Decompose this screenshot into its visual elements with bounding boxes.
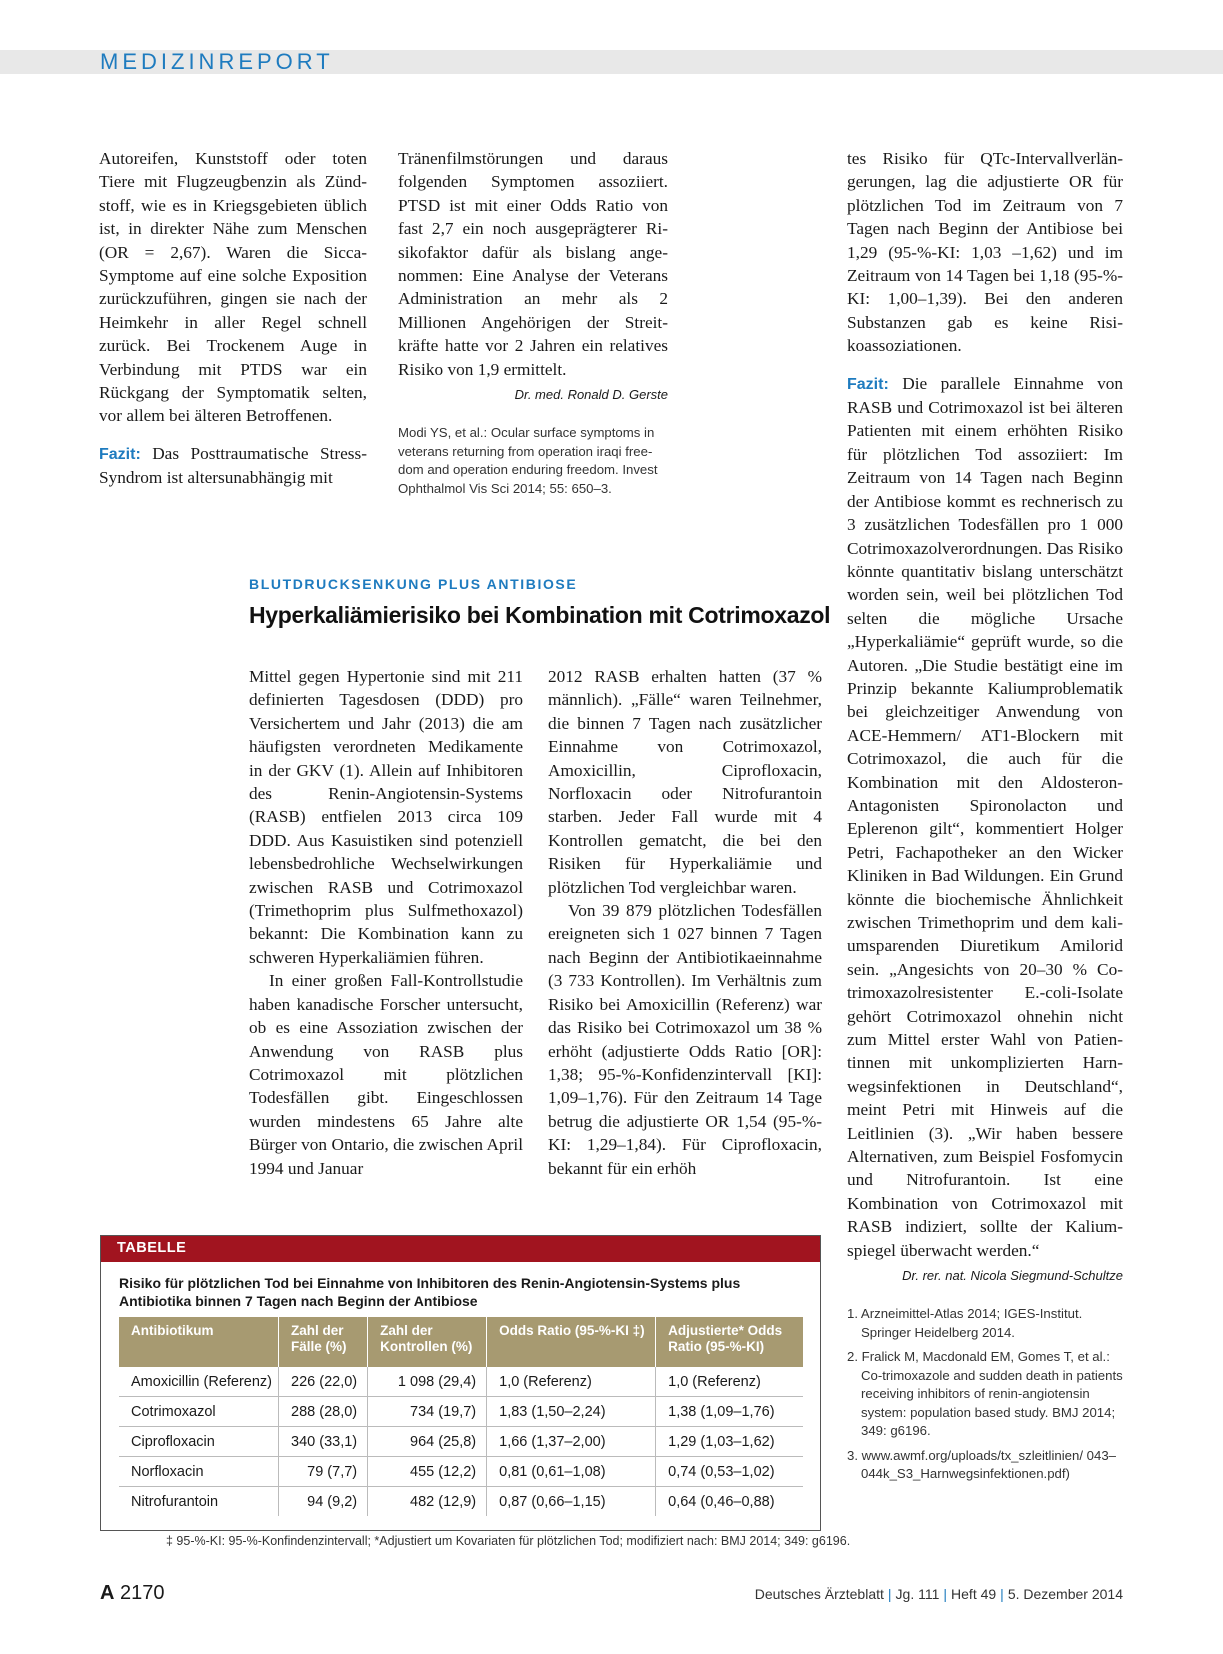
fazit-text: Die parallele Einnahme von RASB und Cotrimoxazol ist bei älteren Patienten mit einem erhöhten Risiko für plötzlichen Tod assoziiert: Im Zeitraum von 14 Tagen nach Beginn der Antibiose kommt es rechnerisch zu 3 zusätzlichen Todesfällen pro 1 000 Cotrimoxazolverordnungen. Das Risiko könnte quantitativ bislang unterschätzt worden sein, weil bei plötzlichen Tod selten die mögliche Ursache „Hyperkaliämie“ geprüft wurde, so die Autoren. „Die Studie bestätigt eine im Prinzip bekannte Kaliumproblematik bei gleichzeitiger Anwendung von ACE-Hemmern/ AT1-Blockern mit Cotrimoxazol, die auch für die Kombination mit den Aldosteron-Antagonisten Spironolacton und Eplerenon gilt“, kommentiert Holger Petri, Fachapotheker an den Wicker Kliniken in Bad Wildungen. Ein Grund könnte die biochemische Ähnlichkeit zwischen Trimethoprim und dem kaliumsparenden Diuretikum Amilorid sein. „Angesichts von 20–30 % Cotrimoxazolresistenter E.-coli-Isolate gehört Cotrimoxazol ohnehin nicht zum Mittel erster Wahl von Patientinnen mit unkomplizierten Harnwegsinfektionen in Deutschland“, meint Petri mit Hinweis auf die Leitlinien (3). „Wir haben bessere Alternativen, zum Beispiel Fosfomycin und Nitrofurantoin. Ist eine Kombination von Cotrimoxazol mit RASB indiziert, sollte der Kaliumspiegel überwacht werden.“ xyxy=(847,373,1123,1260)
article-kicker: BLUTDRUCKSENKUNG PLUS ANTIBIOSE xyxy=(249,576,578,592)
table-cell: Norfloxacin xyxy=(119,1457,279,1487)
table-row xyxy=(119,1457,803,1487)
author-byline: Dr. med. Ronald D. Gerste xyxy=(514,387,668,403)
column-header: Odds Ratio (95-%-KI ‡) xyxy=(487,1317,656,1367)
table-cell: 1,0 (Referenz) xyxy=(487,1367,656,1397)
body-paragraph: Mittel gegen Hypertonie sind mit 211 definierten Tagesdosen (DDD) pro Versichertem und Jahr (2013) die am häufigsten verordneten Medikamente in der GKV (1). Allein auf Inhibitoren des Renin-Angiotensin-Systems (RASB) entfielen 2013 circa 109 DDD. Aus Kasuistiken sind potenziell lebensbedrohliche Wechselwirkungen zwischen RASB und Cotrimoxazol (Trimethoprim plus Sulfmethoxazol) bekannt: Die Kombination kann zu schweren Hyperkaliämien führen. xyxy=(249,667,523,967)
table-row xyxy=(119,1397,803,1427)
table-cell: 0,81 (0,61–1,08) xyxy=(487,1457,656,1487)
fazit-text: Das Posttraumatische Stress-Syndrom ist altersunabhängig mit xyxy=(99,443,367,488)
journal-issue: Heft 49 xyxy=(951,1586,997,1602)
fazit-paragraph xyxy=(99,442,367,490)
data-table-box xyxy=(100,1235,821,1531)
body-paragraph: Autoreifen, Kunststoff oder toten Tiere mit Flugzeugbenzin als Zündstoff, wie es in Kriegsgebieten üblich ist, in direkter Nähe zum Menschen (OR = 2,67). Waren die Sicca-Symptome auf eine solche Exposition zurückzuführen, gingen sie nach der Heimkehr in aller Regel schnell zurück. Bei Trockenem Auge in Verbindung mit PTDS war ein Rückgang der Symptomatik selten, vor allem bei älteren Betroffenen. xyxy=(99,149,367,426)
table-cell: 1,66 (1,37–2,00) xyxy=(487,1427,656,1457)
journal-date: 5. Dezember 2014 xyxy=(1007,1586,1123,1602)
page-number xyxy=(100,1582,165,1605)
table-cell: 964 (25,8) xyxy=(368,1427,487,1457)
table-cell: 1,38 (1,09–1,76) xyxy=(656,1397,803,1427)
table-cell: 734 (19,7) xyxy=(368,1397,487,1427)
table-cell: 1 098 (29,4) xyxy=(368,1367,487,1397)
table-cell: 1,29 (1,03–1,62) xyxy=(656,1427,803,1457)
column-right xyxy=(847,147,1123,1484)
footer-separator: | xyxy=(1000,1586,1004,1602)
table-cell: 340 (33,1) xyxy=(279,1427,368,1457)
reference-item: 1. Arzneimittel-Atlas 2014; IGES-Institut. Springer Heidelberg 2014. xyxy=(847,1306,1083,1340)
fazit-paragraph xyxy=(847,372,1123,1262)
table-cell: 0,87 (0,66–1,15) xyxy=(487,1487,656,1517)
table-row xyxy=(119,1427,803,1457)
table-header-row xyxy=(119,1317,803,1367)
column-header: Zahl der Fälle (%) xyxy=(279,1317,368,1367)
table-footnote: ‡ 95-%-KI: 95-%-Konfindenzintervall; *Adjustiert um Kovariaten für plötzlichen Tod; modifiziert nach: BMJ 2014; 349: g6196. xyxy=(166,1534,851,1548)
page-prefix: A xyxy=(100,1582,115,1604)
table-cell: Amoxicillin (Referenz) xyxy=(119,1367,279,1397)
body-paragraph: Von 39 879 plötzlichen Todesfällen ereigneten sich 1 027 binnen 7 Tagen nach Beginn der Antibiotikaeinnahme (3 733 Kontrollen). Im Verhältnis zum Risiko bei Amoxicillin (Referenz) war das Risiko bei Cotrimoxazol um 38 % erhöht (adjustierte Odds Ratio [OR]: 1,38; 95-%-Konfidenzintervall [KI]: 1,09–1,76). Für den Zeitraum 14 Tage betrug die adjustierte OR 1,54 (95-%-KI: 1,29–1,84). Für Ciprofloxacin, bekannt für ein erhöh xyxy=(548,901,822,1178)
column-header: Zahl der Kontrollen (%) xyxy=(368,1317,487,1367)
table-cell: 482 (12,9) xyxy=(368,1487,487,1517)
section-title: MEDIZINREPORT xyxy=(100,49,334,74)
column-top-left xyxy=(99,147,367,490)
table-cell: 0,74 (0,53–1,02) xyxy=(656,1457,803,1487)
reference-item: 3. www.awmf.org/uploads/tx_szleitlinien/ 043–044k_S3_Harnwegsinfektionen.pdf) xyxy=(847,1447,1117,1482)
column-header: Adjustierte* Odds Ratio (95-%-KI) xyxy=(656,1317,803,1367)
table-cell: 79 (7,7) xyxy=(279,1457,368,1487)
table-row xyxy=(119,1367,803,1397)
body-paragraph: 2012 RASB erhalten hatten (37 % männlich). „Fälle“ waren Teilnehmer, die binnen 7 Tagen nach zusätzlicher Einnahme von Cotrimoxazol, Amoxicillin, Ciprofloxacin, Norfloxacin oder Nitrofurantoin starben. Jeder Fall wurde mit 4 Kontrollen gematcht, die bei den Risiken für Hyperkaliämie und plötzlichen Tod vergleichbar waren. xyxy=(548,667,822,897)
fazit-label: Fazit: xyxy=(847,375,889,393)
table-label-bar xyxy=(101,1236,820,1262)
body-paragraph: Tränenfilmstörungen und daraus folgenden Symptomen assoziiert. PTSD ist mit einer Odds Ratio von fast 2,7 ein noch ausgeprägterer Risikofaktor dafür als bislang angenommen: Eine Analyse der Veterans Administration an mehr als 2 Millionen Angehörigen der Streitkräfte hatte vor 2 Jahren ein relatives Risiko von 1,9 ermittelt. xyxy=(398,149,668,379)
column-top-middle xyxy=(398,147,668,498)
table-cell: Ciprofloxacin xyxy=(119,1427,279,1457)
reference-text: Modi YS, et al.: Ocular surface symptoms in veterans returning from operation iraqi freedom and operation enduring freedom. Invest Ophthalmol Vis Sci 2014; 55: 650–3. xyxy=(398,425,658,496)
table-cell: 288 (28,0) xyxy=(279,1397,368,1427)
article-column-2 xyxy=(548,665,822,1180)
page-number-value: 2170 xyxy=(120,1582,165,1604)
risk-table xyxy=(119,1317,803,1516)
fazit-label: Fazit: xyxy=(99,445,141,463)
author-byline: Dr. rer. nat. Nicola Siegmund-Schultze xyxy=(902,1268,1123,1284)
reference-list xyxy=(847,1305,1123,1484)
journal-footer xyxy=(755,1586,1123,1602)
table-cell: 226 (22,0) xyxy=(279,1367,368,1397)
body-paragraph: In einer großen Fall-Kontrollstudie haben kanadische Forscher untersucht, ob es eine Assoziation zwischen der Anwendung von RASB plus Cotrimoxazol mit plötzlichen Todesfällen gibt. Eingeschlossen wurden mindestens 65 Jahre alte Bürger von Ontario, die zwischen April 1994 und Januar xyxy=(249,971,523,1178)
journal-volume: Jg. 111 xyxy=(895,1586,940,1602)
table-cell: Cotrimoxazol xyxy=(119,1397,279,1427)
reference-item: 2. Fralick M, Macdonald EM, Gomes T, et al.: Co-trimoxazole and sudden death in patients receiving inhibitors of renin-angiotensin system: population based study. BMJ 2014; 349: g6196. xyxy=(847,1349,1123,1439)
table-row xyxy=(119,1487,803,1517)
table-cell: 0,64 (0,46–0,88) xyxy=(656,1487,803,1517)
table-cell: 94 (9,2) xyxy=(279,1487,368,1517)
article-column-1 xyxy=(249,665,523,1180)
table-caption: Risiko für plötzlichen Tod bei Einnahme von Inhibitoren des Renin-Angiotensin-Systems plus Antibiotika binnen 7 Tagen nach Beginn der Antibiose xyxy=(119,1275,741,1309)
table-cell: 455 (12,2) xyxy=(368,1457,487,1487)
article-headline: Hyperkaliämierisiko bei Kombination mit Cotrimoxazol xyxy=(249,602,831,628)
footer-separator: | xyxy=(887,1586,892,1602)
journal-name: Deutsches Ärzteblatt xyxy=(754,1586,884,1602)
table-cell: 1,83 (1,50–2,24) xyxy=(487,1397,656,1427)
table-cell: Nitrofurantoin xyxy=(131,1493,219,1510)
footer-separator: | xyxy=(943,1586,948,1602)
table-label: TABELLE xyxy=(117,1240,187,1256)
body-paragraph: tes Risiko für QTc-Intervallverlängerungen, lag die adjustierte OR für plötzlichen Tod im Zeitraum von 7 Tagen nach Beginn der Antibiose bei 1,29 (95-%-KI: 1,03 –1,62) und im Zeitraum von 14 Tagen bei 1,18 (95-%-KI: 1,00–1,39). Bei den anderen Substanzen gab es keine Risikoassoziationen. xyxy=(847,149,1123,356)
table-cell: 1,0 (Referenz) xyxy=(656,1367,803,1397)
column-header: Antibiotikum xyxy=(119,1317,279,1367)
